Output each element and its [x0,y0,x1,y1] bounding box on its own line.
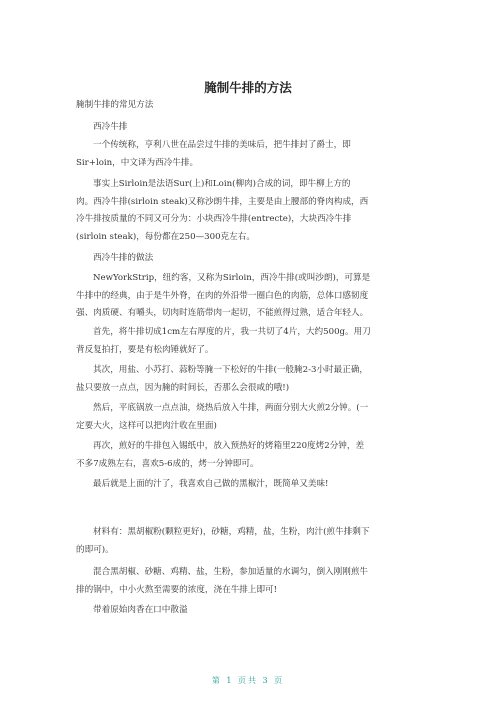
paragraph: 其次，用盐、小苏打、蒜粉等腌一下松好的牛排(一般腌2-3小时最正确， 盐只要放一点点，因为腌的时间长，否那么会很咸的哦!) [76,365,369,393]
paragraph: 一个传统称，亨利八世在品尝过牛排的美味后，把牛排封了爵士，即 Sir+loin，中文译为西冷牛排。 [76,140,351,168]
section-heading: 腌制牛排的常见方法 [76,100,154,110]
subheading: 西冷牛排的做法 [93,253,154,263]
paragraph: 事实上Sirloin是法语Sur(上)和Loin(柳肉)合成的词，即牛柳上方的 肉。西冷牛排(sirloin steak)又称沙朗牛排，主要是由上腰部的脊肉构成，西 冷牛排按质量的不同又可分为：小块西冷牛排(entrecte)，大块西冷牛排 (sirloin steak)，每份都在250—300克左右。 [76,179,369,242]
page-number-footer: 第 1 页共 3 页 [211,676,285,685]
paragraph: 最后就是上面的汁了，我喜欢自己做的黑椒汁，既简单又美味! [93,479,329,489]
paragraph: 带着原始肉香在口中散溢 [93,605,188,615]
paragraph: 材料有：黑胡椒粉(颗粒更好)，砂糖，鸡精，盐，生粉，肉汁(煎牛排剩下 的即可)。 [76,527,370,555]
paragraph: NewYorkStrip，纽约客，又称为Sirloin，西冷牛排(或叫沙朗)，可算是 牛排中的经典，由于是牛外脊，在肉的外沿带一圈白色的肉筋，总体口感韧度 强、肉质硬、有嚼头，切肉时连筋带肉一起切，不能煎得过熟，适合年轻人。 [76,273,371,319]
paragraph: 首先，将牛排切成1cm左右厚度的片，我一共切了4片，大约500g。用刀 背反复拍打，要是有松肉锤就好了。 [76,327,371,355]
paragraph: 再次，煎好的牛排包入锡纸中，放入预热好的烤箱里220度烤2分钟，差 不多7成熟左右，喜欢5-6成的，烤一分钟即可。 [76,441,365,469]
paragraph: 然后，平底锅放一点点油，烧热后放入牛排，两面分别大火煎2分钟。(一 定要大火，这样可以把肉汁收在里面) [76,403,369,431]
document-title: 腌制牛排的方法 [204,80,292,95]
paragraph: 混合黑胡椒、砂糖、鸡精、盐，生粉，参加适量的水调匀，倒入刚刚煎牛 排的锅中，中小火熬至需要的浓度，浇在牛排上即可! [76,567,369,595]
subheading: 西冷牛排 [93,122,128,132]
